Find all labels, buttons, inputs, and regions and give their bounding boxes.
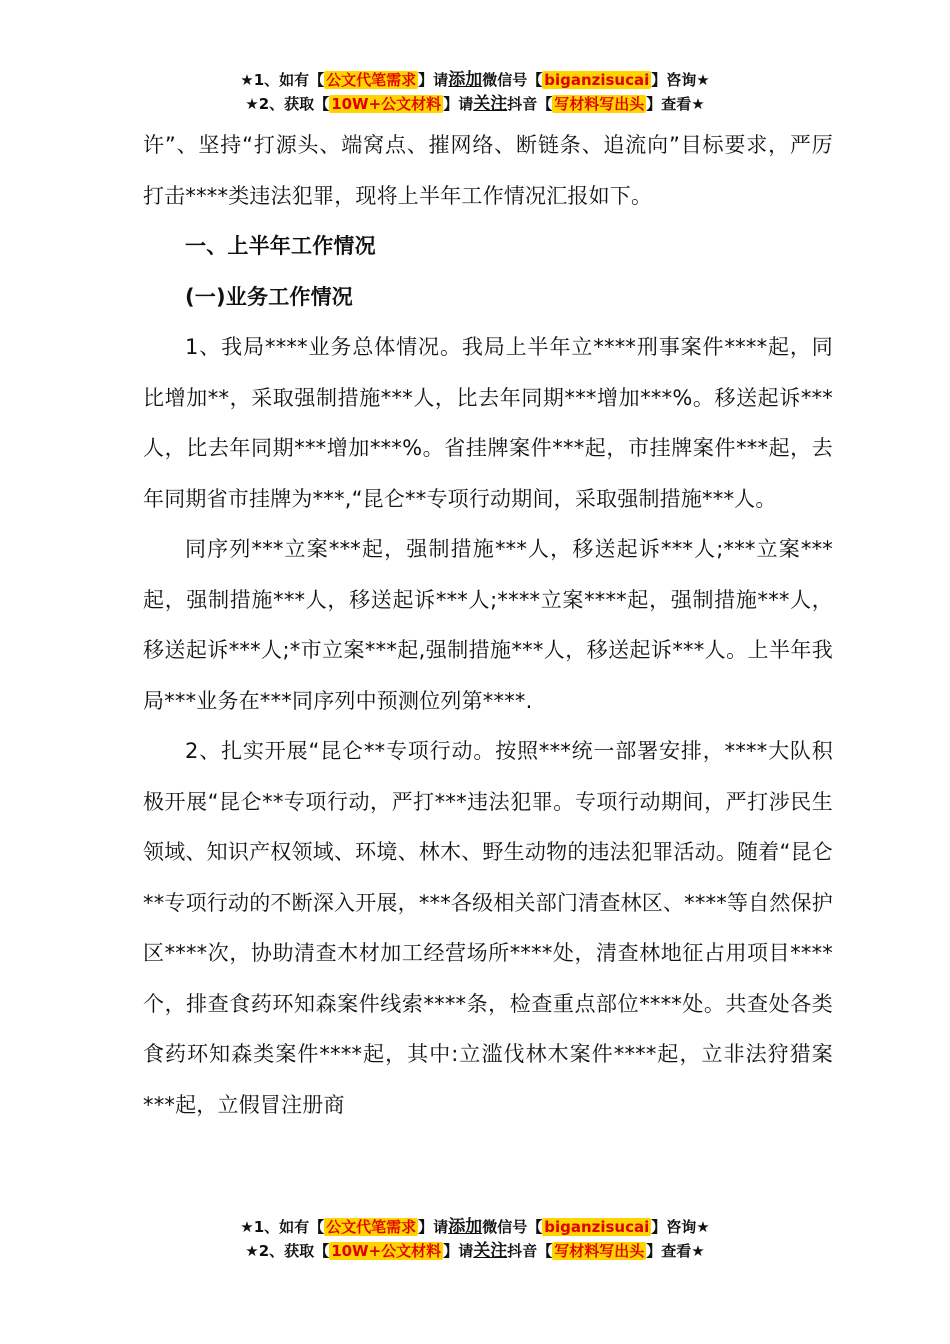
banner-text: 微信号【 [482, 1218, 543, 1236]
banner-highlight: 10W+公文材料 [331, 1242, 442, 1260]
banner-text: 】咨询★ [651, 1218, 710, 1236]
banner-highlight-wechat: biganzisucai [544, 71, 650, 89]
section-heading: 一、上半年工作情况 [185, 234, 376, 258]
banner-line-1 [0, 68, 950, 92]
subsection-heading: (一)业务工作情况 [185, 284, 353, 309]
banner-text: ★2、获取【 [245, 1242, 330, 1260]
banner-line-1 [0, 1215, 950, 1239]
banner-line-2 [0, 92, 950, 116]
banner-line-2 [0, 1239, 950, 1263]
banner-text: 抖音【 [507, 95, 553, 113]
banner-text: 微信号【 [482, 71, 543, 89]
banner-text: 】请 [418, 1218, 449, 1236]
banner-highlight: 公文代笔需求 [326, 71, 417, 89]
banner-text: 】查看★ [646, 1242, 705, 1260]
intro-paragraph: 许”、坚持“打源头、端窝点、摧网络、断链条、追流向”目标要求，严厉打击****类违法犯罪，现将上半年工作情况汇报如下。 [143, 133, 833, 208]
banner-text: 抖音【 [507, 1242, 553, 1260]
banner-text: 】请 [443, 95, 474, 113]
banner-highlight-douyin: 写材料写出头 [554, 95, 645, 113]
banner-underline: 关注 [473, 1241, 508, 1261]
document-body [143, 120, 833, 1130]
bottom-banner [0, 1215, 950, 1263]
banner-text: 】咨询★ [651, 71, 710, 89]
banner-highlight-douyin: 写材料写出头 [554, 1242, 645, 1260]
banner-underline: 关注 [473, 94, 508, 114]
banner-underline: 添加 [448, 70, 483, 90]
paragraph-3: 2、扎实开展“昆仑**专项行动。按照***统一部署安排，****大队积极开展“昆仑**专项行动，严打***违法犯罪。专项行动期间，严打涉民生领域、知识产权领域、环境、林木、野生动物的违法犯罪活动。随着“昆仑**专项行动的不断深入开展，***各级相关部门清查林区、****等自然保护区****次，协助清查木材加工经营场所****处，清查林地征占用项目****个，排查食药环知森案件线索****条，检查重点部位****处。共查处各类食药环知森类案件****起，其中:立滥伐林木案件****起，立非法狩猎案***起，立假冒注册商 [143, 739, 833, 1117]
banner-text: 】请 [418, 71, 449, 89]
banner-underline: 添加 [448, 1217, 483, 1237]
top-banner [0, 68, 950, 116]
paragraph-1: 1、我局****业务总体情况。我局上半年立****刑事案件****起，同比增加**，采取强制措施***人，比去年同期***增加***%。移送起诉***人，比去年同期***增加***%。省挂牌案件***起，市挂牌案件***起，去年同期省市挂牌为***,“昆仑**专项行动期间，采取强制措施***人。 [143, 335, 833, 511]
banner-text: 】查看★ [646, 95, 705, 113]
banner-text: ★2、获取【 [245, 95, 330, 113]
banner-highlight: 公文代笔需求 [326, 1218, 417, 1236]
banner-text: ★1、如有【 [240, 1218, 325, 1236]
banner-highlight: 10W+公文材料 [331, 95, 442, 113]
paragraph-2: 同序列***立案***起，强制措施***人，移送起诉***人;***立案***起，强制措施***人，移送起诉***人;****立案****起，强制措施***人，移送起诉***人;*市立案***起,强制措施***人，移送起诉***人。上半年我局***业务在***同序列中预测位列第****. [143, 537, 833, 713]
banner-highlight-wechat: biganzisucai [544, 1218, 650, 1236]
banner-text: 】请 [443, 1242, 474, 1260]
banner-text: ★1、如有【 [240, 71, 325, 89]
